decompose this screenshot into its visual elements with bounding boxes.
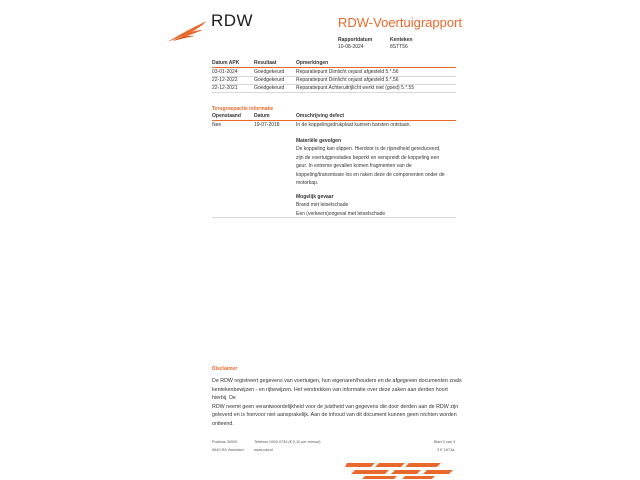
consequences-line: geur. In extreme gevallen komen fragmenten van de	[296, 163, 412, 170]
footer-page-number: Blad 3 van 3	[434, 440, 456, 444]
disclaimer-line: geleverd en is hiervoor niet aansprakelijk. Aan de inhoud van dit document kunnen geen rechten worden	[212, 412, 457, 419]
consequences-title: Materiële gevolgen	[296, 138, 342, 144]
logo-text: RDW	[211, 11, 254, 30]
recall-open-value: Nee	[212, 122, 222, 128]
decorative-stripes-icon	[345, 462, 455, 480]
disclaimer-line: ontleend.	[212, 420, 234, 427]
recall-col-open: Openstaand	[212, 113, 241, 119]
page-title: RDW-Voertuigrapport	[338, 15, 463, 30]
apk-col-result: Resultaat	[254, 60, 277, 66]
recall-section-title: Terugroepactie informatie	[212, 106, 274, 112]
table-row-result: Goedgekeurd	[254, 77, 285, 83]
apk-header-divider	[212, 67, 456, 68]
recall-col-description: Omschrijving defect	[296, 113, 345, 119]
plate-label: Kenteken	[390, 37, 413, 43]
table-row-date: 22-12-2022	[212, 77, 238, 83]
row-divider	[212, 92, 456, 93]
recall-col-date: Datum	[254, 113, 270, 119]
recall-date-value: 19-07-2018	[254, 122, 280, 128]
disclaimer-title: Disclaimer	[212, 366, 238, 372]
danger-text	[296, 201, 456, 218]
apk-col-date: Datum APK	[212, 60, 240, 66]
table-row-date: 22-12-2021	[212, 85, 238, 91]
apk-col-remarks: Opmerkingen	[296, 60, 329, 66]
disclaimer-text	[212, 377, 462, 429]
footer-postbus: Postbus 30000	[212, 440, 238, 444]
danger-line: Een (verkeers)ongeval met letselschade	[296, 210, 386, 217]
recall-end-divider	[212, 217, 456, 218]
consequences-text	[296, 145, 456, 188]
table-row-remark: Reparatiepunt Achteruitrijlicht werkt niet (goed) 5.*.55	[296, 85, 415, 91]
disclaimer-line: De RDW registreert gegevens van voertuigen, hun eigenaren/houders en de afgegeven documenten zoals	[212, 378, 462, 384]
table-row-remark: Reparatiepunt Dimlicht onjuist afgesteld 5.*.56	[296, 77, 399, 83]
table-row-result: Goedgekeurd	[254, 85, 285, 91]
disclaimer-line: RDW neemt geen verantwoordelijkheid voor de juistheid van gegevens die door derden aan de RDW zijn	[212, 403, 459, 410]
footer-code: 3 E 1671a	[437, 448, 455, 452]
footer-website[interactable]: www.rdw.nl	[254, 448, 273, 452]
danger-line: Brand met letselschade	[296, 202, 349, 208]
consequences-line: motorkap.	[296, 180, 319, 187]
danger-title: Mogelijk gevaar	[296, 194, 334, 200]
recall-description-value: In de koppelingsdrukplaat kunnen barsten ontstaan.	[296, 122, 411, 128]
report-date-label: Rapportdatum	[338, 37, 373, 43]
report-date: 10-08-2024	[338, 44, 364, 50]
table-row-result: Goedgekeurd	[254, 69, 285, 75]
footer-phone: Telefoon 0900 0739 (€ 0,10 per minuut)	[254, 440, 321, 444]
recall-header-divider	[212, 120, 456, 121]
rdw-logo-icon	[165, 18, 209, 44]
table-row-date: 03-01-2024	[212, 69, 238, 75]
plate-value: 8STT56	[390, 44, 408, 50]
table-row-remark: Reparatiepunt Dimlicht onjuist afgesteld 5.*.56	[296, 69, 399, 75]
footer-address: 9640 RA Veendam	[212, 448, 244, 452]
disclaimer-line: kentekenbewijzen - en rijbewijzen. Het verstrekken van informatie over deze zaken aan derden hoort hierbij. De	[212, 386, 448, 402]
consequences-line: De koppeling kan slippen. Hierdoor is de rijsnelheid gereduceerd,	[296, 146, 441, 152]
consequences-line: zijn de voertuigprestaties beperkt en verspreidt de koppeling een	[296, 154, 440, 161]
consequences-line: koppeling/transmissie los en raken deze de componenten onder de	[296, 171, 445, 178]
